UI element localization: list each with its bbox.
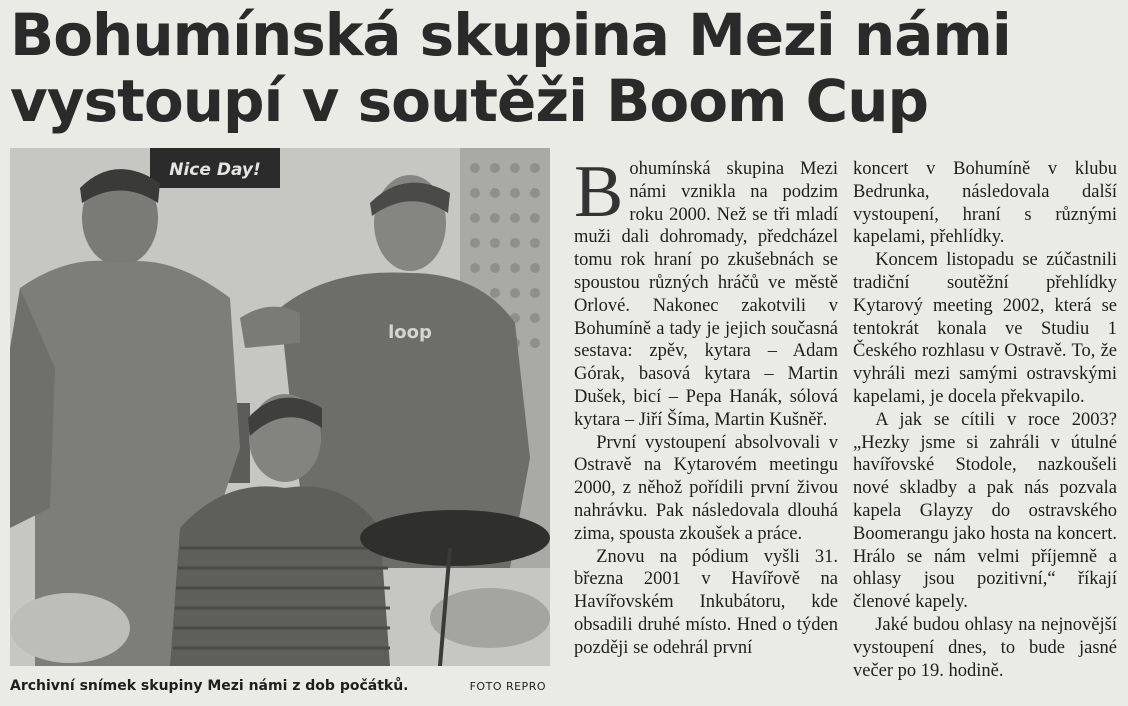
article-column-2 — [853, 158, 1117, 682]
drop-cap: B — [574, 151, 624, 233]
paragraph-3: Znovu na pódium vyšli 31. března 2001 v Havířově na Havířovském Inkubátoru, kde obsadili druhé místo. Hned o týden později se odehrál první — [574, 546, 838, 658]
paragraph-1-text: ohumínská skupina Mezi námi vznikla na podzim roku 2000. Než se tři mladí muži dali dohromady, předcházel tomu rok hraní po zkušebnách se spoustou různých hráčů ve městě Orlové. Nakonec zakotvili v Bohumíně a tady je jejich současná sestava: zpěv, kytara – Adam Górak, basová kytara – Martin Dušek, bicí – Pepa Hanák, sólová kytara – Jiří Šíma, Martin Kušněř. — [574, 159, 838, 430]
article-column-1 — [574, 151, 838, 660]
paragraph-6: A jak se cítili v roce 2003? „Hezky jsme si zahráli v útulné havířovské Stodole, nazkoušeli nové skladby a pak nás pozvala kapela Glayzy do ostravského Boomerangu jako hosta na koncert. Hrálo se nám velmi příjemně a ohlasy jsou pozitivní,“ říkají členové kapely. — [853, 409, 1117, 613]
headline-line-1: Bohumínská skupina Mezi námi — [10, 1, 1011, 69]
paragraph-7: Jaké budou ohlasy na nejnovější vystoupení dnes, to bude jasné večer po 19. hodině. — [853, 614, 1117, 681]
paragraph-5: Koncem listopadu se zúčastnili tradiční soutěžní přehlídky Kytarový meeting 2002, která se tentokrát konala ve Studiu 1 Českého rozhlasu v Ostravě. To, že vyhráli mezi samými ostravskými kapelami, je docela překvapilo. — [853, 250, 1117, 407]
photo-credit: FOTO REPRO — [469, 680, 546, 693]
photo-caption — [10, 678, 550, 694]
caption-text: Archivní snímek skupiny Mezi námi z dob počátků. — [10, 678, 409, 694]
headline — [10, 2, 1120, 134]
paragraph-2: První vystoupení absolvovali v Ostravě na Kytarovém meetingu 2000, z něhož pořídili první živou nahrávku. Pak následovala dlouhá zima, spousta zkoušek a práce. — [574, 432, 838, 544]
paragraph-4: koncert v Bohumíně v klubu Bedrunka, následovala další vystoupení, hraní s různými kapelami, přehlídky. — [853, 159, 1117, 248]
photo-shirt-text: loop — [388, 322, 432, 343]
paragraph-1 — [574, 151, 838, 432]
photo-sign-text: Nice Day! — [169, 160, 261, 180]
headline-line-2: vystoupí v soutěži Boom Cup — [10, 67, 929, 135]
band-photo — [10, 148, 550, 666]
